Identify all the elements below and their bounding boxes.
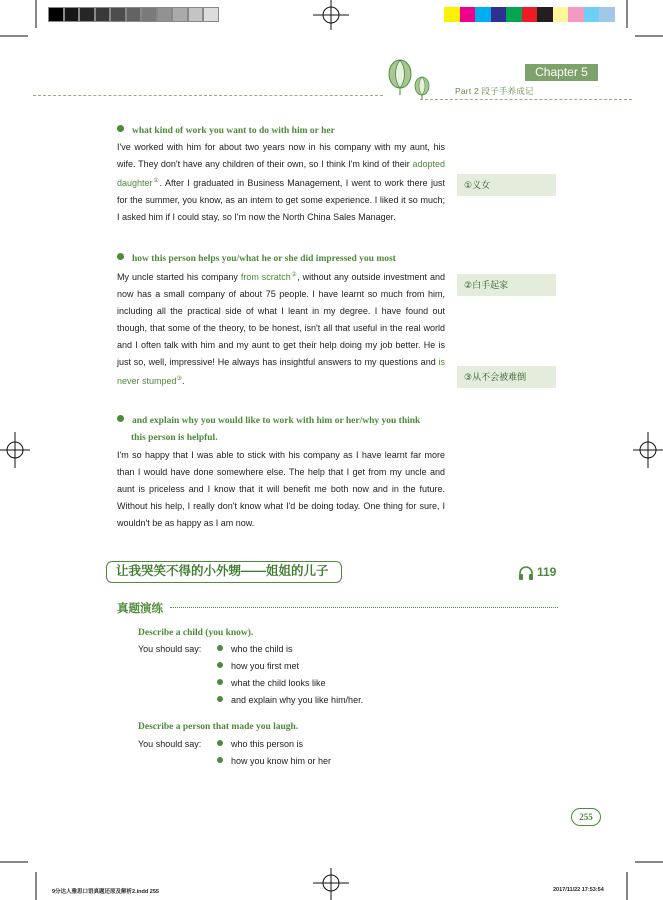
bullet-dot bbox=[217, 662, 223, 668]
section-heading-cont: this person is helpful. bbox=[131, 433, 218, 443]
cue-card-title: Describe a child (you know). bbox=[138, 628, 254, 638]
topic-number: 119 bbox=[537, 565, 557, 579]
header-divider-right bbox=[420, 99, 632, 100]
bullet-dot bbox=[217, 645, 223, 651]
footer-timestamp: 2017/11/22 17:53:54 bbox=[553, 887, 604, 893]
section-heading: how this person helps you/what he or she did impressed you most bbox=[117, 251, 396, 267]
cue-point: who the child is bbox=[217, 644, 293, 654]
chapter-label: Chapter 5 bbox=[525, 64, 598, 81]
section-paragraph: My uncle started his company from scratch②, without any outside investment and now has a small company of about 75 people. I have learnt so much from him, including all the practical side of what I leant in my degree. I have found out though, that some of the theory, to be honest, isn't all that useful in the real world and I often talk with him and my aunt to get their help doing my job better. He is just so, well, impressive! He always has insightful answers to my questions and is never stumped③. bbox=[117, 272, 445, 386]
cue-point: how you know him or her bbox=[217, 756, 331, 766]
bullet-dot bbox=[117, 125, 124, 132]
bullet-dot bbox=[217, 696, 223, 702]
dotted-divider bbox=[170, 607, 558, 608]
highlighted-phrase: is never stumped bbox=[117, 357, 445, 386]
you-should-say-label: You should say: bbox=[138, 739, 202, 749]
header-divider-left bbox=[33, 95, 383, 96]
headphones-icon bbox=[518, 565, 534, 581]
you-should-say-label: You should say: bbox=[138, 644, 202, 654]
part-label: Part 2 段子手养成记 bbox=[455, 86, 534, 96]
cue-point: how you first met bbox=[217, 661, 299, 671]
bullet-dot bbox=[117, 253, 124, 260]
cue-card-title: Describe a person that made you laugh. bbox=[138, 722, 299, 732]
section-heading: what kind of work you want to do with him or her bbox=[117, 123, 335, 139]
vocab-note: ①义女 bbox=[457, 174, 556, 196]
cue-point: who this person is bbox=[217, 739, 303, 749]
cue-point: and explain why you like him/her. bbox=[217, 695, 363, 705]
section-heading: and explain why you would like to work with him or her/why you think bbox=[117, 413, 420, 429]
bullet-dot bbox=[217, 679, 223, 685]
vocab-note: ②白手起家 bbox=[457, 274, 556, 296]
cue-point: what the child looks like bbox=[217, 678, 326, 688]
bullet-dot bbox=[217, 757, 223, 763]
bullet-dot bbox=[217, 740, 223, 746]
vocab-note: ③从不会被难倒 bbox=[457, 366, 556, 388]
page-number: 255 bbox=[571, 808, 601, 826]
topic-title: 让我哭笑不得的小外甥——姐姐的儿子 bbox=[106, 561, 342, 583]
exam-practice-title: 真题演练 bbox=[117, 603, 163, 615]
footer-file-info: 9分达人雅思口语真题还原及解析2.indd 255 bbox=[52, 889, 159, 895]
highlighted-phrase: from scratch bbox=[240, 272, 291, 282]
section-paragraph: I've worked with him for about two years now in his company with my aunt, his wife. They don't have any children of their own, so I think I'm kind of their adopted daughter①. After I graduated in Business Management, I went to work there just for the summer, you know, as an intern to get some experience. I liked it so much; I asked him if I could stay, so I'm now the North China Sales Manager. bbox=[117, 142, 445, 222]
bullet-dot bbox=[117, 415, 124, 422]
balloon-icon bbox=[386, 58, 434, 102]
highlighted-phrase: adopted daughter bbox=[117, 159, 445, 188]
section-paragraph: I'm so happy that I was able to stick with his company as I have learnt far more than I would have done somewhere else. The help that I get from my uncle and aunt is priceless and I know that it will benefit me both now and in the future. Without his help, I really don't know what I'd be doing today. One thing for sure, I wouldn't be as happy as I am now. bbox=[117, 450, 445, 528]
